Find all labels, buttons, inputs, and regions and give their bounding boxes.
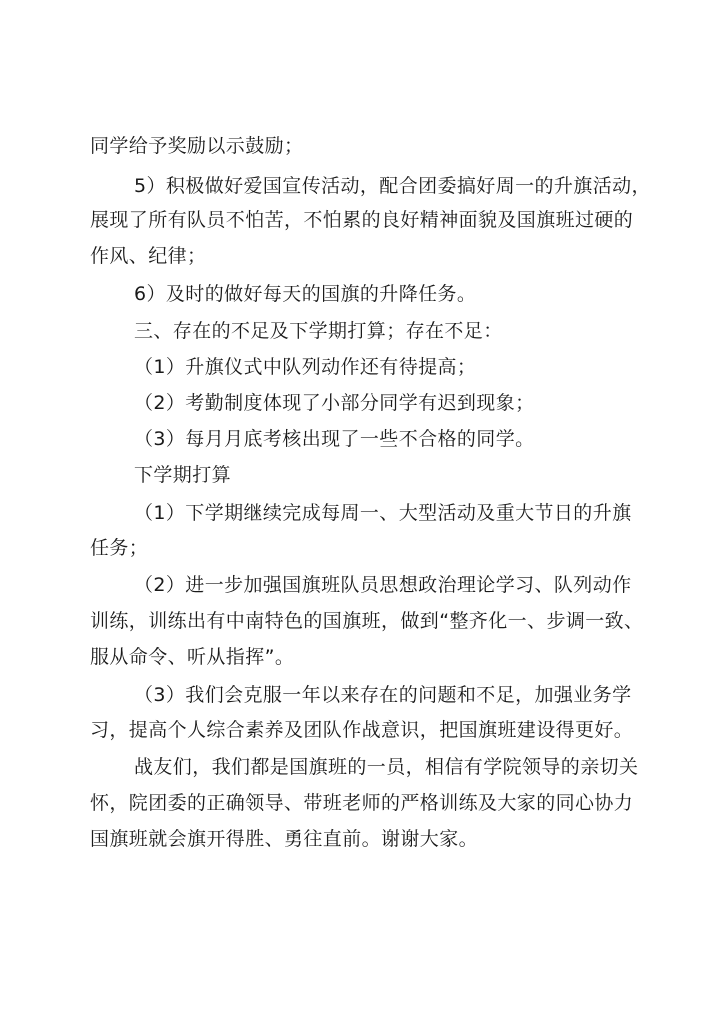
text-line-13: （2）进一步加强国旗班队员思想政治理论学习、队列动作 <box>134 574 632 596</box>
text-line-9: （3）每月月底考核出现了一些不合格的同学。 <box>134 428 535 450</box>
text-line-16: （3）我们会克服一年以来存在的问题和不足，加强业务学 <box>134 684 632 706</box>
text-line-1: 同学给予奖励以示鼓励； <box>90 135 304 157</box>
text-line-4: 作风、纪律； <box>90 245 207 267</box>
text-line-5: 6）及时的做好每天的国旗的升降任务。 <box>134 283 477 305</box>
text-line-19: 怀，院团委的正确领导、带班老师的严格训练及大家的同心协力 <box>90 792 634 814</box>
text-line-15: 服从命令、听从指挥”。 <box>90 646 295 668</box>
text-line-6: 三、存在的不足及下学期打算；存在不足： <box>134 320 503 342</box>
text-line-14: 训练，训练出有中南特色的国旗班，做到“整齐化一、步调一致、 <box>90 610 644 632</box>
text-line-8: （2）考勤制度体现了小部分同学有迟到现象； <box>134 392 535 414</box>
text-line-17: 习，提高个人综合素养及团队作战意识，把国旗班建设得更好。 <box>90 719 634 741</box>
text-line-12: 任务； <box>90 537 149 559</box>
text-line-11: （1）下学期继续完成每周一、大型活动及重大节日的升旗 <box>134 502 632 524</box>
text-line-2: 5）积极做好爱国宣传活动，配合团委搞好周一的升旗活动， <box>134 175 651 197</box>
text-line-20: 国旗班就会旗开得胜、勇往直前。谢谢大家。 <box>90 828 479 850</box>
text-line-7: （1）升旗仪式中队列动作还有待提高； <box>134 356 477 378</box>
text-line-10: 下学期打算 <box>134 464 232 486</box>
text-line-18: 战友们，我们都是国旗班的一员，相信有学院领导的亲切关 <box>134 756 639 778</box>
text-line-3: 展现了所有队员不怕苦，不怕累的良好精神面貌及国旗班过硬的 <box>90 209 634 231</box>
